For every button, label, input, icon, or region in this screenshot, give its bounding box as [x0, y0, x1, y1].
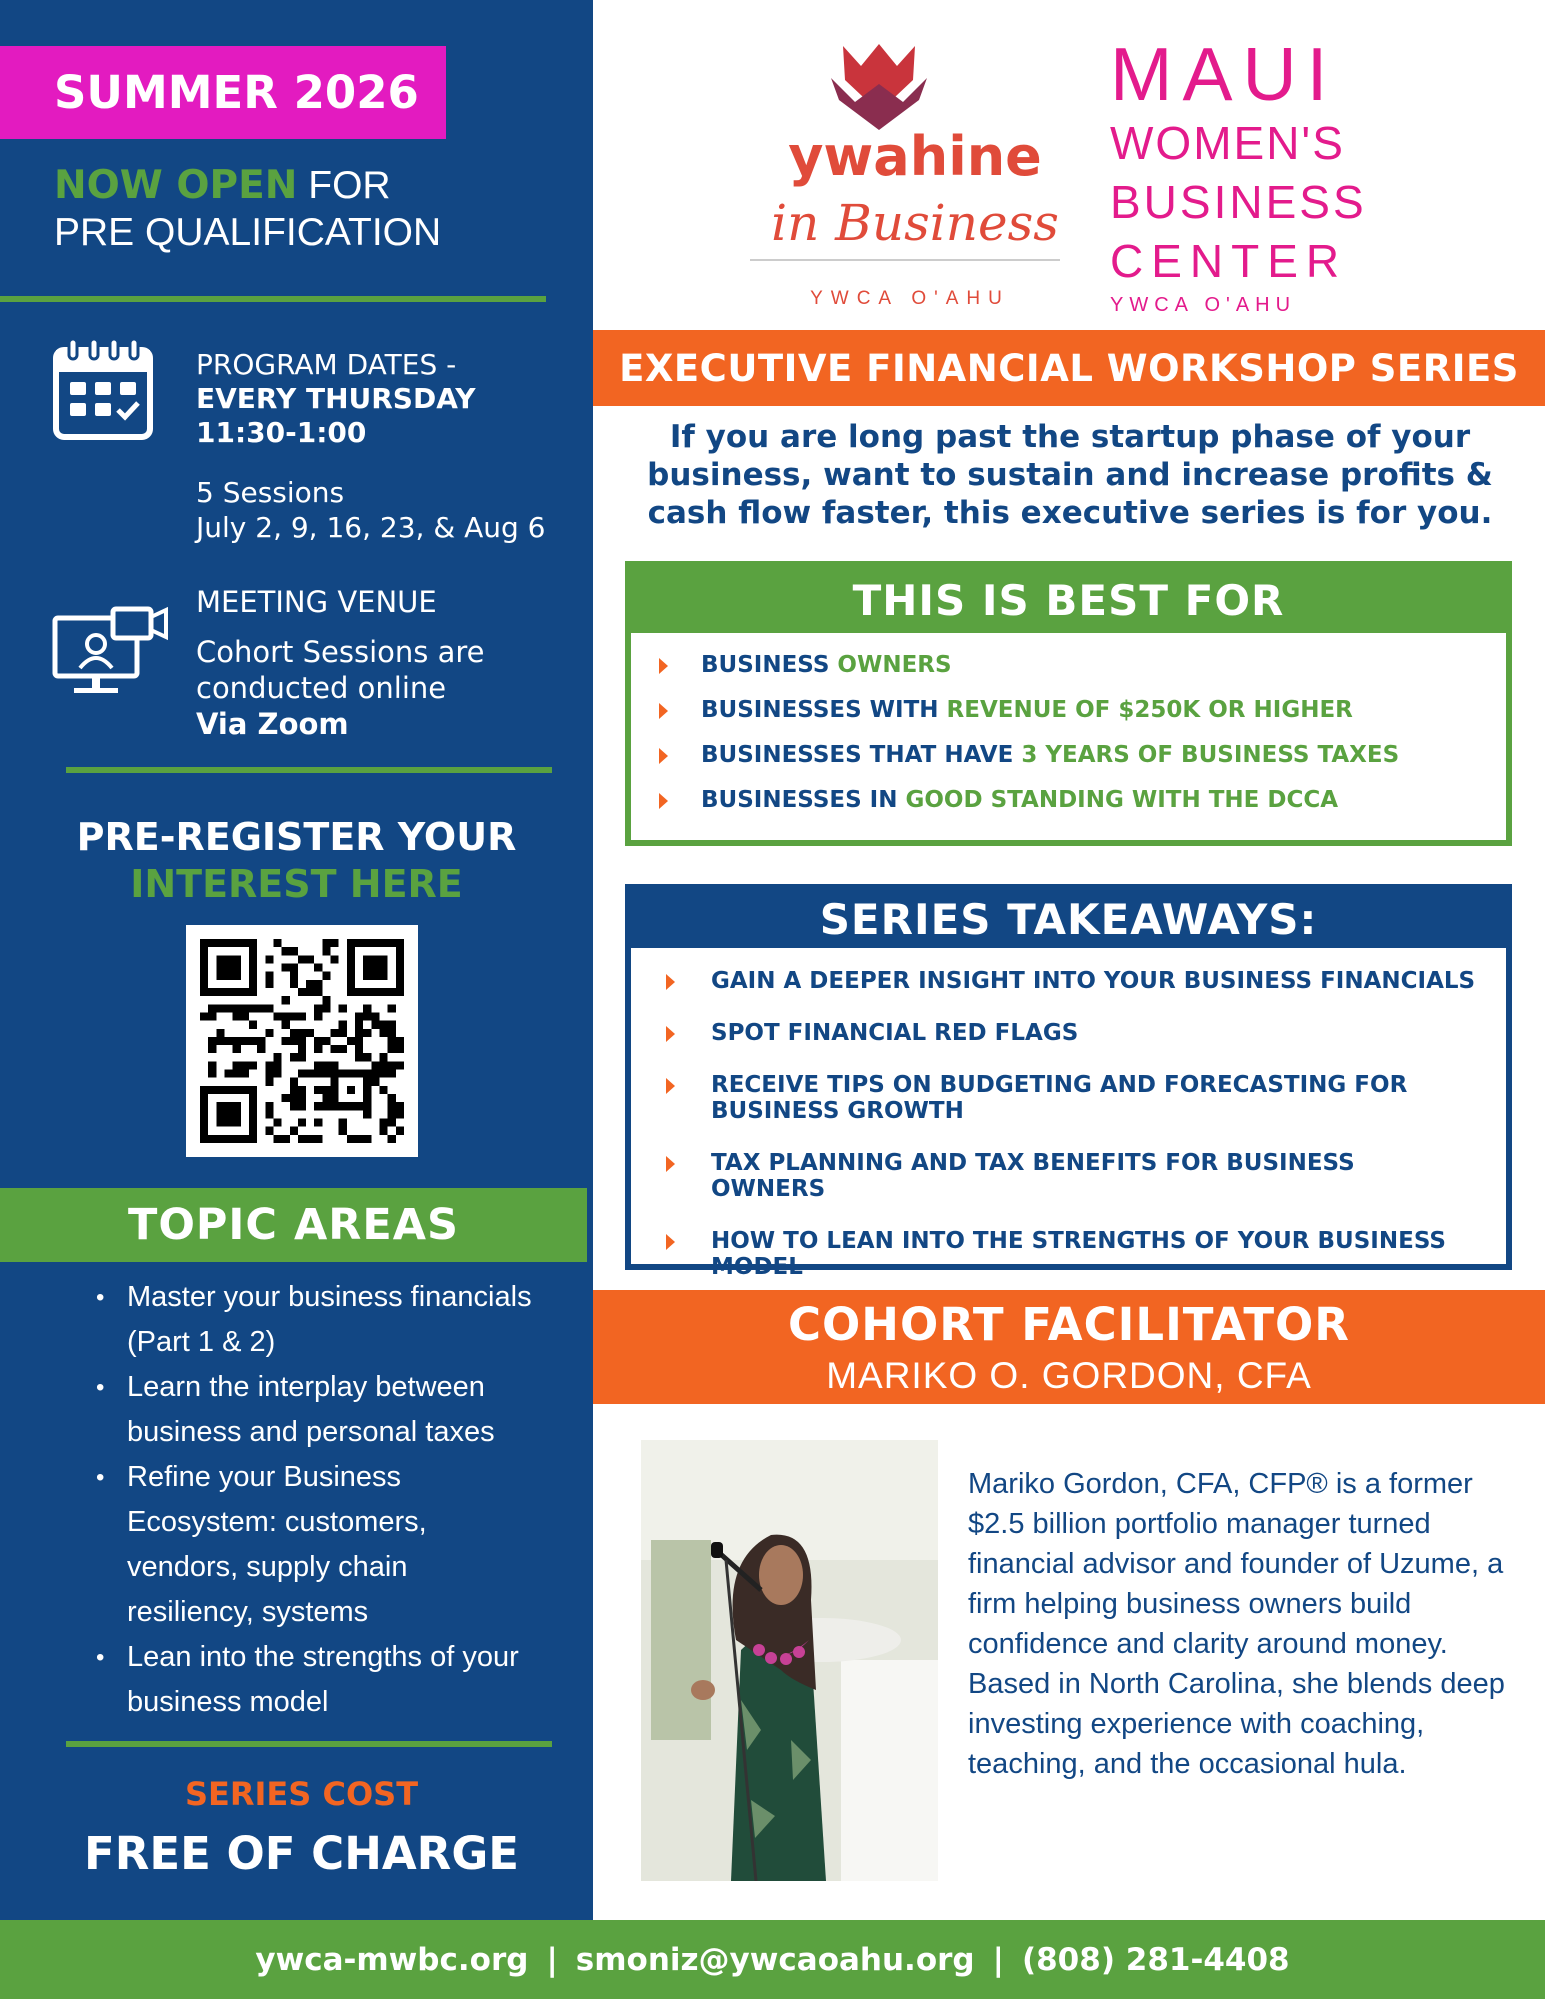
phone-link[interactable]: (808) 281-4408 [1021, 1941, 1290, 1978]
program-dates-time: 11:30-1:00 [196, 416, 367, 449]
takeaways-list [631, 948, 1506, 1280]
sessions-count: 5 Sessions [196, 476, 345, 509]
mwbc-line-2: WOMEN'S [1110, 117, 1345, 169]
website-link[interactable]: ywca-mwbc.org [255, 1941, 529, 1978]
open-status [54, 162, 441, 256]
takeaways-box [625, 884, 1512, 1280]
preregister-line-1: PRE-REGISTER YOUR [76, 815, 517, 859]
program-dates-day: EVERY THURSDAY [196, 382, 476, 415]
contact-footer [0, 1920, 1545, 1999]
mwbc-sub: YWCA O'AHU [1110, 294, 1297, 316]
divider [66, 767, 552, 773]
best-for-heading: THIS IS BEST FOR [631, 567, 1506, 633]
sessions-info [196, 475, 545, 545]
series-cost-value: FREE OF CHARGE [83, 1827, 520, 1880]
topic-list [96, 1275, 536, 1725]
meeting-venue [196, 584, 485, 742]
venue-line-1: Cohort Sessions are [196, 635, 485, 669]
program-dates-label: PROGRAM DATES - [196, 348, 457, 381]
mwbc-line-4: CENTER [1110, 235, 1348, 287]
series-title: EXECUTIVE FINANCIAL WORKSHOP SERIES [593, 330, 1545, 406]
season-badge: SUMMER 2026 [0, 46, 446, 139]
mwbc-line-3: BUSINESS [1110, 176, 1367, 228]
best-for-box [625, 561, 1512, 846]
ywahine-script: in Business [771, 194, 1059, 252]
venue-label: MEETING VENUE [196, 585, 437, 619]
separator: | [992, 1941, 1004, 1978]
preregister-line-2: INTEREST HERE [130, 862, 463, 906]
topic-areas-heading: TOPIC AREAS [0, 1188, 587, 1262]
list-item: BUSINESSES THAT HAVE 3 YEARS OF BUSINESS TAXES [701, 733, 1506, 778]
list-item: • Learn the interplay between business and personal taxes [96, 1365, 536, 1455]
series-cost-label: SERIES COST [184, 1775, 419, 1813]
list-item: BUSINESSES IN GOOD STANDING WITH THE DCCA [701, 778, 1506, 823]
divider [0, 296, 546, 302]
open-status-highlight: NOW OPEN [54, 163, 298, 208]
list-item: • Lean into the strengths of your business model [96, 1635, 536, 1725]
list-item: RECEIVE TIPS ON BUDGETING AND FORECASTING FOR BUSINESS GROWTH [711, 1072, 1506, 1124]
facilitator-bio [968, 1464, 1508, 1784]
ywahine-in-business-logo [745, 40, 1085, 320]
venue-line-3: Via Zoom [196, 707, 349, 741]
preregister-heading [0, 814, 593, 908]
list-item: GAIN A DEEPER INSIGHT INTO YOUR BUSINESS FINANCIALS [711, 968, 1506, 994]
facilitator-banner [593, 1290, 1545, 1404]
sessions-dates: July 2, 9, 16, 23, & Aug 6 [196, 511, 546, 544]
email-link[interactable]: smoniz@ywcaoahu.org [575, 1941, 975, 1978]
calendar-icon [52, 336, 154, 441]
qr-code[interactable] [186, 925, 418, 1157]
bio-paragraph: Mariko Gordon, CFA, CFP® is a former $2.5 billion portfolio manager turned financial advisor and founder of Uzume, a firm helping business owners build confidence and clarity around money. [968, 1468, 1504, 1660]
list-item: • Refine your Business Ecosystem: customers, vendors, supply chain resiliency, systems [96, 1455, 536, 1635]
ywahine-sub: YWCA O'AHU [810, 288, 1010, 309]
qr-code-pattern [200, 939, 404, 1143]
divider [66, 1741, 552, 1747]
open-status-rest: FOR [297, 164, 391, 207]
facilitator-photo [641, 1440, 938, 1881]
monitor-video-icon [52, 606, 169, 698]
intro-text: If you are long past the startup phase of your business, want to sustain and increase profits & cash flow faster, this executive series is for you. [647, 419, 1493, 531]
list-item: HOW TO LEAN INTO THE STRENGTHS OF YOUR BUSINESS MODEL [711, 1228, 1506, 1280]
facilitator-title: COHORT FACILITATOR [788, 1298, 1350, 1351]
separator: | [546, 1941, 558, 1978]
list-item: BUSINESS OWNERS [701, 643, 1506, 688]
bio-paragraph: Based in North Carolina, she blends deep investing experience with coaching, teaching, and the occasional hula. [968, 1668, 1505, 1780]
program-dates [196, 348, 475, 450]
list-item: • Master your business financials (Part 1 & 2) [96, 1275, 536, 1365]
list-item: BUSINESSES WITH REVENUE OF $250K OR HIGHER [701, 688, 1506, 733]
left-sidebar [0, 0, 593, 1920]
maui-womens-business-center-logo [1110, 32, 1367, 320]
facilitator-name: MARIKO O. GORDON, CFA [826, 1355, 1312, 1396]
list-item: SPOT FINANCIAL RED FLAGS [711, 1020, 1506, 1046]
list-item: TAX PLANNING AND TAX BENEFITS FOR BUSINESS OWNERS [711, 1150, 1506, 1202]
open-status-line2: PRE QUALIFICATION [54, 211, 442, 254]
takeaways-heading: SERIES TAKEAWAYS: [631, 890, 1506, 948]
best-for-list [631, 633, 1506, 823]
facilitator-photo-illustration [641, 1440, 938, 1881]
venue-line-2: conducted online [196, 671, 447, 705]
ywahine-wordmark: ywahine [788, 125, 1042, 188]
mwbc-line-1: MAUI [1110, 32, 1338, 116]
